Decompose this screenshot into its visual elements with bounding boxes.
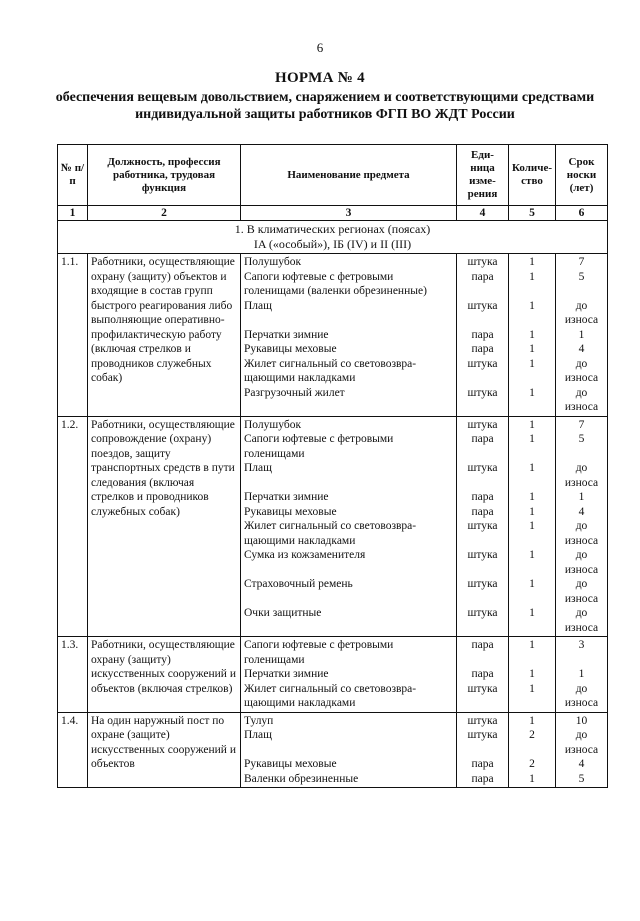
- row-items: [241, 416, 457, 637]
- item-qty: 1: [529, 578, 535, 590]
- row-qtys: [509, 637, 556, 713]
- norm-table: [57, 144, 608, 788]
- item-name: Жилет сигнальный со световозвра-щающими накладками: [244, 682, 417, 709]
- item-qty: 1: [529, 520, 535, 532]
- item-unit: штука: [467, 418, 498, 431]
- row-units: [457, 254, 509, 417]
- item-unit: штука: [467, 357, 498, 370]
- subtitle-line-1: обеспечения вещевым довольствием, снаряжением и соответствующими средствами: [55, 90, 595, 105]
- item-unit: штука: [467, 256, 498, 268]
- item-unit: штука: [467, 729, 498, 741]
- row-qtys: [509, 254, 556, 417]
- item-unit: пара: [471, 668, 494, 680]
- region-title: [58, 221, 608, 254]
- item-term: 3: [578, 639, 585, 651]
- item-unit: штука: [467, 682, 498, 695]
- item-name: Тулуп: [244, 714, 274, 727]
- item-term: до износа: [564, 386, 599, 413]
- item-name: Полушубок: [244, 418, 302, 431]
- row-position: Работники, осуществляющие охрану (защиту) объектов и входящие в состав групп быстрого реагирования либо выполняющие оперативно-профилактическую работу (включая стрелков и проводников служебных собак): [88, 254, 241, 417]
- item-unit: пара: [471, 491, 494, 503]
- item-term: до износа: [564, 682, 599, 709]
- item-name: Плащ: [244, 462, 273, 474]
- item-unit: пара: [471, 433, 494, 445]
- col-number: 3: [241, 206, 457, 221]
- table-row: [58, 712, 608, 788]
- header-num: № п/ п: [58, 145, 88, 206]
- item-term: 4: [578, 758, 585, 770]
- table-row: [58, 637, 608, 713]
- header-position: Должность, профессия работника, трудовая функция: [88, 145, 241, 206]
- region-title-line-2: IA («особый»), IБ (IV) и II (III): [253, 237, 412, 251]
- item-unit: пара: [471, 505, 494, 518]
- header-term: Срок носки (лет): [556, 145, 608, 206]
- item-name: Сапоги юфтевые с фетровыми голенищами: [244, 433, 394, 460]
- region-row: [58, 221, 608, 254]
- item-term: до износа: [564, 578, 599, 605]
- item-term: до износа: [564, 357, 599, 384]
- item-unit: штука: [467, 549, 498, 561]
- row-units: [457, 712, 509, 788]
- row-number: 1.3.: [58, 637, 88, 713]
- item-qty: 1: [529, 462, 535, 474]
- item-qty: 1: [529, 270, 535, 283]
- col-number: 4: [457, 206, 509, 221]
- item-name: Разгрузочный жилет: [244, 386, 345, 399]
- item-qty: 1: [529, 357, 535, 370]
- item-name: Валенки обрезиненные: [244, 772, 359, 785]
- item-name: Перчатки зимние: [244, 491, 329, 503]
- document-title: НОРМА № 4: [275, 70, 365, 86]
- row-qtys: [509, 416, 556, 637]
- item-term: 5: [578, 433, 585, 445]
- item-term: до износа: [564, 549, 599, 576]
- item-qty: 1: [529, 714, 535, 727]
- item-name: Полушубок: [244, 256, 302, 268]
- document-subtitle: [40, 89, 610, 123]
- header-unit: Еди- ница изме- рения: [457, 145, 509, 206]
- item-term: 5: [578, 270, 585, 283]
- item-unit: штука: [467, 299, 498, 312]
- row-items: [241, 254, 457, 417]
- item-name: Перчатки зимние: [244, 668, 329, 680]
- item-qty: 1: [529, 682, 535, 695]
- item-qty: 1: [529, 328, 535, 341]
- item-term: 1: [578, 328, 585, 341]
- item-term: 1: [578, 491, 585, 503]
- item-qty: 1: [529, 433, 535, 445]
- item-unit: штука: [467, 386, 498, 399]
- item-term: до износа: [564, 607, 599, 634]
- item-term: 1: [578, 668, 585, 680]
- item-name: Сумка из кожзаменителя: [244, 549, 366, 561]
- item-name: Рукавицы меховые: [244, 505, 337, 518]
- page-number: 6: [316, 40, 324, 55]
- row-terms: [556, 416, 608, 637]
- item-unit: штука: [467, 520, 498, 532]
- subtitle-line-2: индивидуальной защиты работников ФГП ВО ЖДТ России: [135, 107, 515, 122]
- item-unit: штука: [467, 578, 498, 590]
- item-unit: штука: [467, 714, 498, 727]
- item-unit: пара: [471, 343, 494, 355]
- item-name: Сапоги юфтевые с фетровыми голенищами (валенки обрезиненные): [244, 270, 427, 297]
- row-qtys: [509, 712, 556, 788]
- item-unit: штука: [467, 607, 498, 619]
- item-name: Жилет сигнальный со световозвра-щающими накладками: [244, 520, 417, 547]
- header-item: Наименование предмета: [241, 145, 457, 206]
- col-number: 2: [88, 206, 241, 221]
- table-row: [58, 416, 608, 637]
- header-qty: Количе- ство: [509, 145, 556, 206]
- item-unit: пара: [471, 270, 494, 283]
- item-qty: 1: [529, 418, 535, 431]
- item-term: 4: [578, 343, 585, 355]
- row-position: На один наружный пост по охране (защите) искусственных сооружений и объектов: [88, 712, 241, 788]
- column-number-row: [58, 206, 608, 221]
- item-name: Перчатки зимние: [244, 328, 329, 341]
- item-qty: 1: [529, 607, 535, 619]
- item-qty: 1: [529, 639, 535, 651]
- item-name: Плащ: [244, 729, 273, 741]
- row-items: [241, 712, 457, 788]
- item-name: Рукавицы меховые: [244, 343, 337, 355]
- item-name: Сапоги юфтевые с фетровыми голенищами: [244, 639, 394, 666]
- item-term: до износа: [564, 299, 599, 326]
- row-terms: [556, 712, 608, 788]
- item-term: 10: [575, 714, 588, 727]
- row-number: 1.1.: [58, 254, 88, 417]
- item-unit: пара: [471, 772, 494, 785]
- table-row: [58, 254, 608, 417]
- table-header-row: [58, 145, 608, 206]
- item-qty: 1: [529, 772, 535, 785]
- row-position: Работники, осуществляющие сопровождение (охрану) поездов, защиту транспортных средств в пути следования (включая стрелков и проводников служебных собак): [88, 416, 241, 637]
- row-number: 1.4.: [58, 712, 88, 788]
- item-term: до износа: [564, 520, 599, 547]
- row-units: [457, 416, 509, 637]
- row-terms: [556, 254, 608, 417]
- item-term: 7: [578, 256, 585, 268]
- item-name: Очки защитные: [244, 607, 322, 619]
- item-qty: 1: [529, 549, 535, 561]
- col-number: 6: [556, 206, 608, 221]
- item-qty: 1: [529, 491, 535, 503]
- region-title-line-1: 1. В климатических регионах (поясах): [234, 222, 431, 236]
- item-name: Рукавицы меховые: [244, 758, 337, 770]
- item-term: 7: [578, 418, 585, 431]
- item-term: до износа: [564, 729, 599, 756]
- item-qty: 1: [529, 299, 535, 312]
- row-items: [241, 637, 457, 713]
- row-terms: [556, 637, 608, 713]
- item-unit: пара: [471, 639, 494, 651]
- item-unit: пара: [471, 758, 494, 770]
- item-term: 5: [578, 772, 585, 785]
- row-units: [457, 637, 509, 713]
- item-qty: 1: [529, 343, 535, 355]
- col-number: 5: [509, 206, 556, 221]
- item-qty: 2: [529, 758, 535, 770]
- item-name: Плащ: [244, 299, 273, 312]
- col-number: 1: [58, 206, 88, 221]
- item-name: Жилет сигнальный со световозвра-щающими накладками: [244, 357, 417, 384]
- item-term: до износа: [564, 462, 599, 489]
- row-number: 1.2.: [58, 416, 88, 637]
- item-unit: пара: [471, 328, 494, 341]
- item-qty: 2: [529, 729, 535, 741]
- item-unit: штука: [467, 462, 498, 474]
- item-term: 4: [578, 505, 585, 518]
- item-qty: 1: [529, 668, 535, 680]
- item-name: Страховочный ремень: [244, 578, 353, 590]
- row-position: Работники, осуществляющие охрану (защиту) искусственных сооружений и объектов (включая стрелков): [88, 637, 241, 713]
- item-qty: 1: [529, 256, 535, 268]
- item-qty: 1: [529, 505, 535, 518]
- item-qty: 1: [529, 386, 535, 399]
